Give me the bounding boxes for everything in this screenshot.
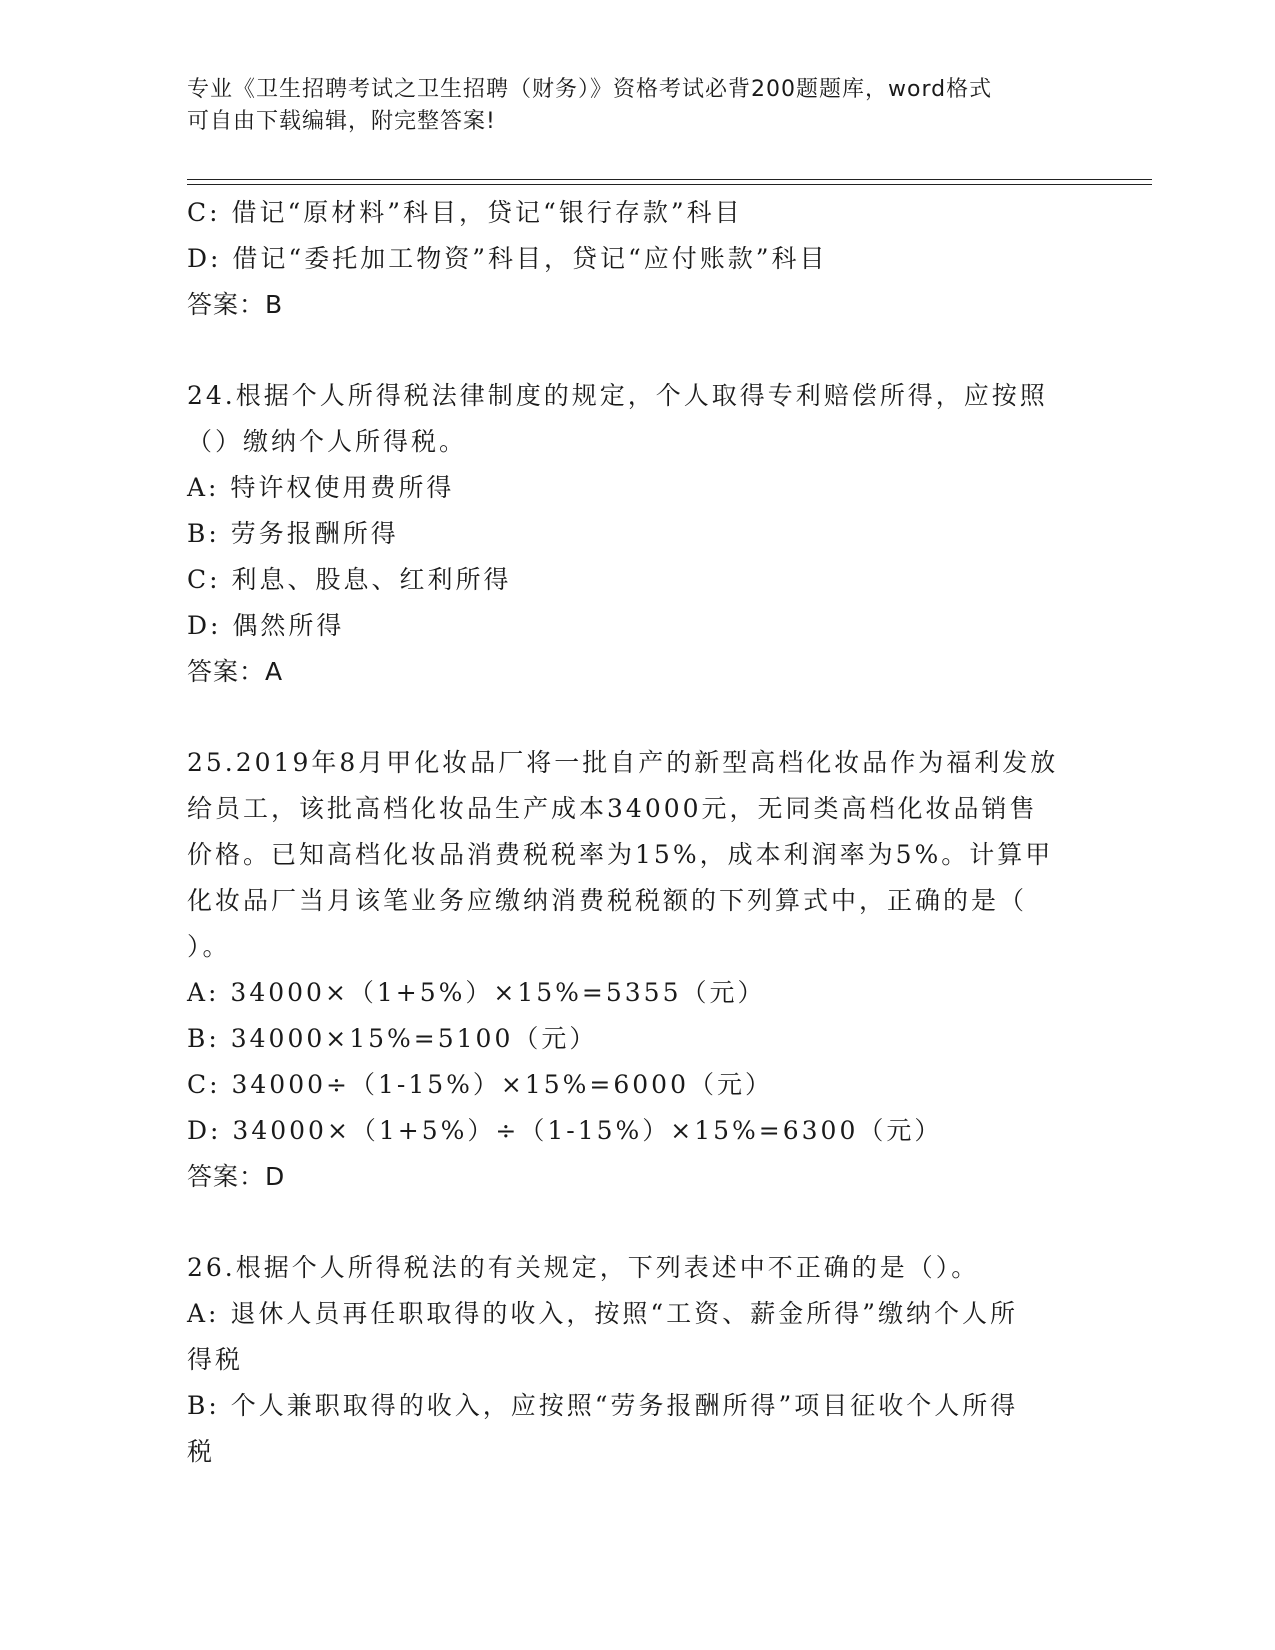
spacer	[187, 328, 1087, 373]
option-d: D: 借记“委托加工物资”科目，贷记“应付账款”科目	[187, 244, 828, 273]
option-b-continued: 税	[187, 1437, 216, 1466]
question-stem: ）。	[187, 932, 231, 961]
option-d: D: 偶然所得	[187, 611, 345, 640]
answer: 答案：A	[187, 657, 284, 686]
question-25	[187, 740, 1087, 1200]
question-stem: 给员工，该批高档化妆品生产成本34000元，无同类高档化妆品销售	[187, 794, 1038, 823]
question-stem: 化妆品厂当月该笔业务应缴纳消费税税额的下列算式中，正确的是（	[187, 886, 1028, 915]
option-b: B: 个人兼职取得的收入，应按照“劳务报酬所得”项目征收个人所得	[187, 1391, 1019, 1420]
header-title-line1: 专业《卫生招聘考试之卫生招聘（财务）》资格考试必背200题题库，word格式	[187, 77, 993, 102]
option-a: A: 34000×（1+5%）×15%=5355（元）	[187, 978, 766, 1007]
option-c: C: 利息、股息、红利所得	[187, 565, 512, 594]
page-header	[187, 74, 1087, 138]
header-divider-bottom	[187, 184, 1152, 185]
question-23	[187, 190, 1087, 328]
option-b: B: 劳务报酬所得	[187, 519, 399, 548]
spacer	[187, 695, 1087, 740]
answer: 答案：B	[187, 290, 284, 319]
option-d: D: 34000×（1+5%）÷（1-15%）×15%=6300（元）	[187, 1116, 943, 1145]
question-24	[187, 373, 1087, 695]
question-stem: 24.根据个人所得税法律制度的规定，个人取得专利赔偿所得，应按照	[187, 381, 1048, 410]
question-list	[187, 190, 1087, 1475]
question-stem: 26.根据个人所得税法的有关规定，下列表述中不正确的是（）。	[187, 1253, 980, 1282]
option-c: C: 借记“原材料”科目，贷记“银行存款”科目	[187, 198, 743, 227]
header-divider-top	[187, 179, 1152, 180]
header-title-line2: 可自由下载编辑，附完整答案!	[187, 109, 496, 134]
question-stem: 25.2019年8月甲化妆品厂将一批自产的新型高档化妆品作为福利发放	[187, 748, 1059, 777]
option-a: A: 特许权使用费所得	[187, 473, 455, 502]
question-stem: 价格。已知高档化妆品消费税税率为15%，成本利润率为5%。计算甲	[187, 840, 1054, 869]
answer: 答案：D	[187, 1162, 286, 1191]
question-stem: （）缴纳个人所得税。	[187, 427, 468, 456]
option-c: C: 34000÷（1-15%）×15%=6000（元）	[187, 1070, 773, 1099]
question-26	[187, 1245, 1087, 1475]
spacer	[187, 1200, 1087, 1245]
option-a-continued: 得税	[187, 1345, 244, 1374]
option-a: A: 退休人员再任职取得的收入，按照“工资、薪金所得”缴纳个人所	[187, 1299, 1018, 1328]
option-b: B: 34000×15%=5100（元）	[187, 1024, 598, 1053]
